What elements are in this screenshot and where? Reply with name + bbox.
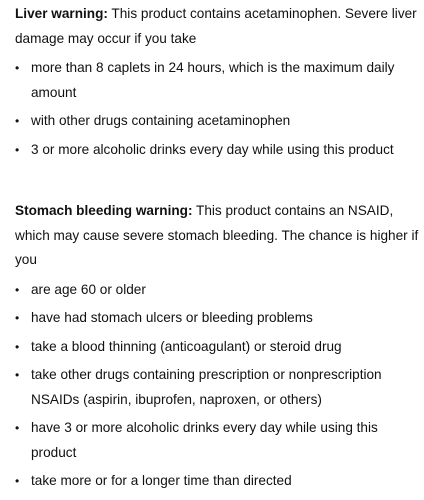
liver-warning-heading: Liver warning:	[15, 6, 108, 21]
bullet-icon: •	[15, 61, 20, 75]
stomach-warning-text: This product contains an NSAID, which may cause severe stomach bleeding. The chance is higher if you	[15, 203, 419, 267]
bullet-icon: •	[15, 339, 20, 354]
list-item: • take other drugs containing prescription or nonprescription NSAIDs (aspirin, ibuprofen, naproxen, or others)	[15, 363, 419, 412]
stomach-warning-list	[15, 278, 419, 494]
bullet-icon: •	[15, 114, 20, 128]
list-item: • more than 8 caplets in 24 hours, which is the maximum daily amount	[15, 56, 419, 105]
liver-warning-intro	[15, 2, 419, 51]
liver-warning-section	[15, 2, 419, 162]
liver-warning-list	[15, 56, 419, 162]
bullet-icon: •	[15, 282, 20, 297]
bullet-icon: •	[15, 142, 20, 157]
list-item: • take more or for a longer time than directed	[15, 469, 419, 494]
list-item: • with other drugs containing acetaminophen	[15, 109, 419, 134]
stomach-bleeding-warning-section	[15, 199, 419, 494]
stomach-warning-intro	[15, 199, 419, 273]
list-item: • have had stomach ulcers or bleeding problems	[15, 306, 419, 331]
bullet-icon: •	[15, 421, 20, 435]
list-item: • are age 60 or older	[15, 278, 419, 303]
list-item: • have 3 or more alcoholic drinks every day while using this product	[15, 416, 419, 465]
liver-warning-text: This product contains acetaminophen. Severe liver damage may occur if you take	[15, 6, 417, 46]
bullet-icon: •	[15, 311, 20, 325]
stomach-warning-heading: Stomach bleeding warning:	[15, 203, 193, 218]
list-item: • 3 or more alcoholic drinks every day while using this product	[15, 138, 419, 163]
bullet-icon: •	[15, 368, 20, 382]
list-item: • take a blood thinning (anticoagulant) or steroid drug	[15, 335, 419, 360]
bullet-icon: •	[15, 474, 20, 488]
